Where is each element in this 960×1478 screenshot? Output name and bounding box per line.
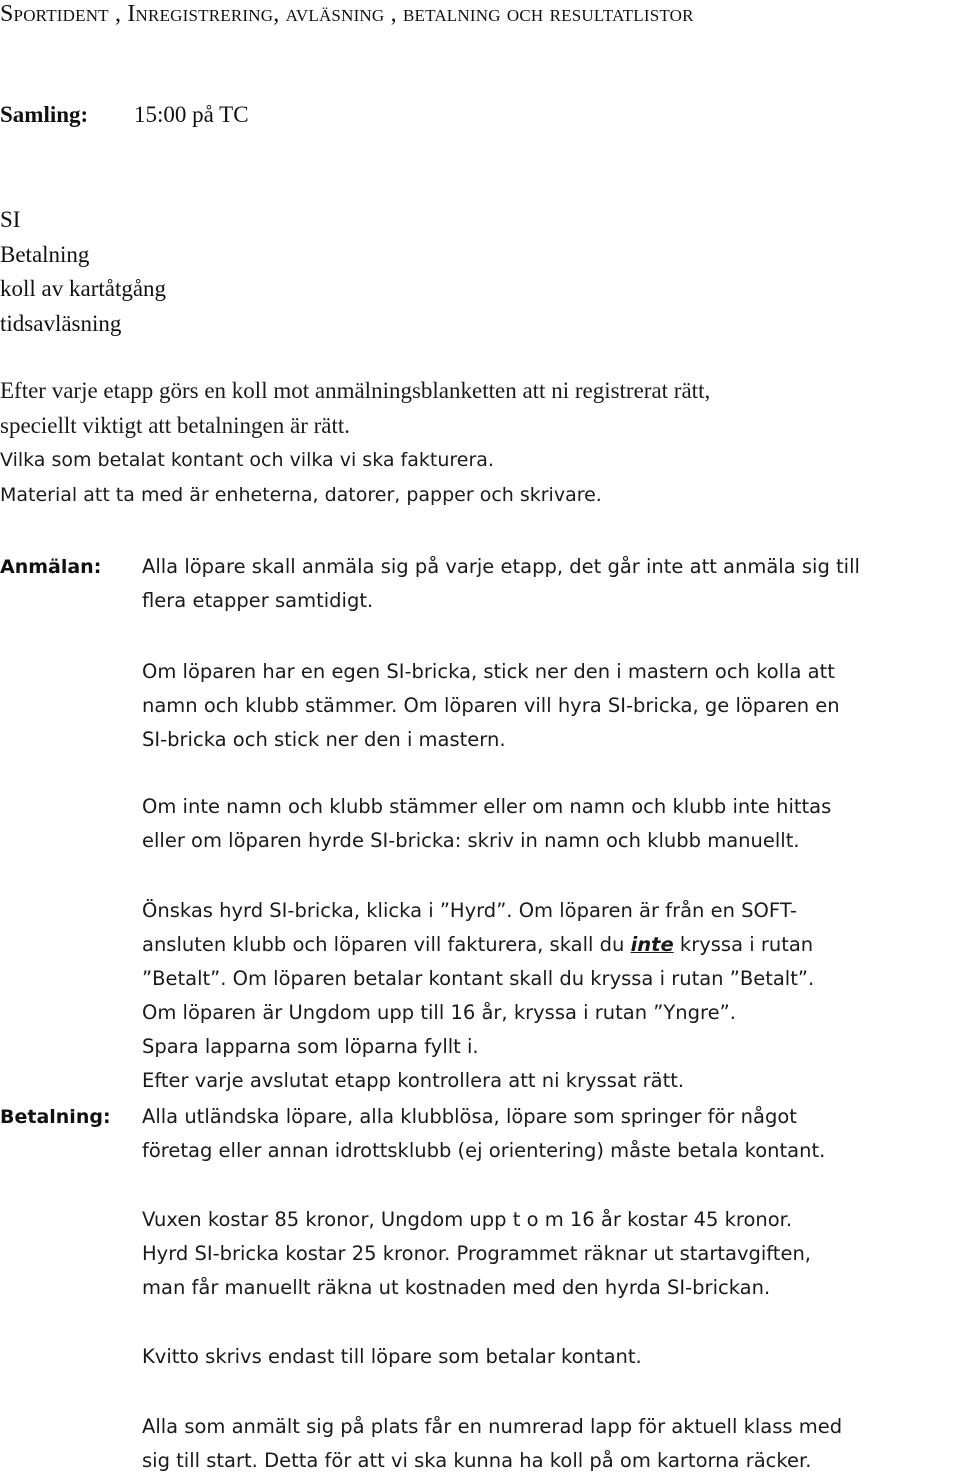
text-line: Om inte namn och klubb stämmer eller om namn och klubb inte hittas [142, 795, 832, 818]
text-line [142, 928, 954, 962]
samling-value: 15:00 på TC [134, 102, 249, 127]
text-line: eller om löparen hyrde SI-bricka: skriv in namn och klubb manuellt. [142, 829, 800, 852]
text-line: Alla som anmält sig på plats får en numrerad lapp för aktuell klass med [142, 1415, 843, 1438]
text-line: företag eller annan idrottsklubb (ej orientering) måste betala kontant. [142, 1139, 826, 1162]
text-line: Om löparen är Ungdom upp till 16 år, kryssa i rutan ”Yngre”. [142, 1001, 736, 1024]
text-line: man får manuellt räkna ut kostnaden med den hyrda SI-brickan. [142, 1276, 771, 1299]
text-line: Om löparen har en egen SI-bricka, stick ner den i mastern och kolla att [142, 660, 835, 683]
betalning-paragraph-2 [142, 1203, 954, 1305]
intro-paragraph [0, 374, 940, 512]
task-item: SI [0, 207, 21, 232]
text-line: Spara lapparna som löparna fyllt i. [142, 1035, 479, 1058]
text-line: Önskas hyrd SI-bricka, klicka i ”Hyrd”. Om löparen är från en SOFT- [142, 899, 797, 922]
text-line: Efter varje avslutat etapp kontrollera att ni kryssat rätt. [142, 1069, 685, 1092]
intro-line: Efter varje etapp görs en koll mot anmälningsblanketten att ni registrerat rätt, [0, 378, 711, 403]
text-line: ”Betalt”. Om löparen betalar kontant skall du kryssa i rutan ”Betalt”. [142, 967, 815, 990]
samling-row [0, 100, 249, 130]
text-line: Alla utländska löpare, alla klubblösa, löpare som springer för något [142, 1105, 797, 1128]
text-line: Hyrd SI-bricka kostar 25 kronor. Programmet räknar ut startavgiften, [142, 1242, 812, 1265]
task-item: koll av kartåtgång [0, 276, 167, 301]
task-list [0, 203, 166, 341]
text-line: Alla löpare skall anmäla sig på varje etapp, det går inte att anmäla sig till [142, 555, 860, 578]
intro-line: speciellt viktigt att betalningen är rätt. [0, 412, 350, 438]
anmalan-paragraph-3 [142, 790, 954, 858]
text-line: Vuxen kostar 85 kronor, Ungdom upp t o m 16 år kostar 45 kronor. [142, 1208, 793, 1231]
task-item: Betalning [0, 241, 90, 267]
anmalan-paragraph-1 [142, 550, 954, 618]
text-segment: kryssa i rutan [673, 933, 814, 956]
task-item: tidsavläsning [0, 310, 122, 336]
text-line: Kvitto skrivs endast till löpare som betalar kontant. [142, 1345, 642, 1368]
betalning-paragraph-4 [142, 1410, 954, 1478]
text-line: flera etapper samtidigt. [142, 589, 374, 612]
intro-line: Material att ta med är enheterna, datorer, papper och skrivare. [0, 483, 602, 506]
betalning-paragraph-3 [142, 1340, 954, 1374]
text-line: SI-bricka och stick ner den i mastern. [142, 728, 506, 751]
text-line: sig till start. Detta för att vi ska kunna ha koll på om kartorna räcker. [142, 1449, 812, 1472]
emphasis-inte: inte [630, 933, 674, 956]
betalning-label: Betalning: [0, 1106, 111, 1128]
text-line: namn och klubb stämmer. Om löparen vill hyra SI-bricka, ge löparen en [142, 694, 840, 717]
intro-line: Vilka som betalat kontant och vilka vi ska fakturera. [0, 449, 494, 471]
anmalan-label: Anmälan: [0, 556, 102, 578]
anmalan-paragraph-2 [142, 655, 954, 757]
samling-label: Samling: [0, 102, 89, 127]
betalning-paragraph-1 [142, 1100, 954, 1168]
document-title: Sportident , Inregistrering, avläsning , betalning och resultatlistor [0, 1, 694, 27]
anmalan-paragraph-4 [142, 894, 954, 1098]
text-segment: ansluten klubb och löparen vill fakturera, skall du [142, 933, 631, 956]
